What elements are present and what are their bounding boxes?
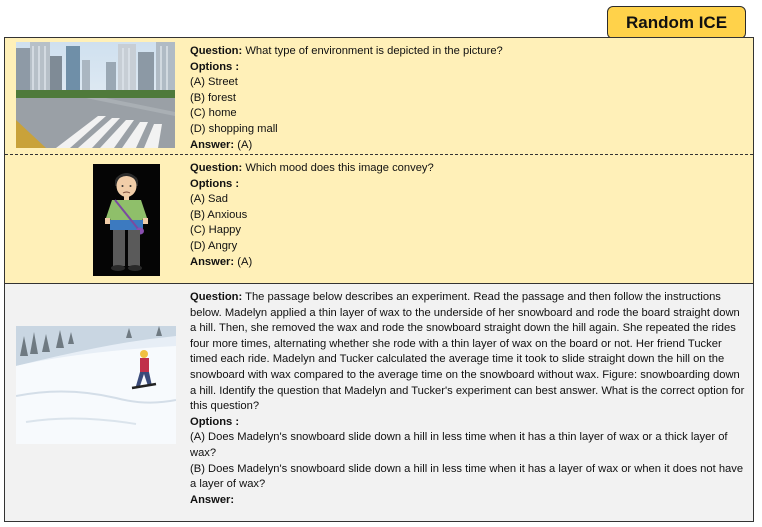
option-d: (D) Angry (190, 239, 238, 252)
option-c: (C) Happy (190, 224, 241, 237)
options-label: Options : (190, 415, 240, 428)
example-3-text (190, 290, 748, 508)
option-a: (A) Street (190, 76, 238, 89)
answer-value: (A) (237, 255, 253, 268)
example-2-text (190, 161, 434, 270)
option-a: (A) Sad (190, 193, 228, 206)
option-c: (C) home (190, 107, 237, 120)
question-line (190, 44, 503, 60)
example-2 (5, 155, 753, 284)
question-text: What type of environment is depicted in the picture? (245, 45, 503, 57)
example-1 (5, 38, 753, 155)
answer-value: (A) (237, 138, 253, 151)
question-text: Which mood does this image convey? (245, 162, 434, 174)
question-label: Question: (190, 162, 243, 174)
options-label: Options : (190, 60, 240, 73)
answer-line (190, 138, 503, 154)
examples-frame (4, 37, 754, 522)
answer-label: Answer: (190, 138, 235, 151)
city-street-image (16, 42, 175, 148)
answer-line (190, 255, 434, 271)
answer-label: Answer: (190, 493, 235, 506)
answer-line (190, 493, 748, 509)
option-b: (B) Does Madelyn's snowboard slide down a hill in less time when it has a layer of wax or when it does not have a layer of wax? (190, 462, 744, 491)
cartoon-boy-image (93, 164, 160, 276)
option-d: (D) shopping mall (190, 122, 278, 135)
question-label: Question: (190, 291, 243, 303)
question-text: The passage below describes an experiment. Read the passage and then follow the instructions below. Madelyn applied a thin layer of wax to the underside of her snowboard and rode the board straight down a hill. Then, she removed the wax and rode the snowboard straight down the hill again. She repeated the rides four more times, alternating whether she rode with a thin layer of wax on the board or not. Her friend Tucker timed each ride. Madelyn and Tucker calculated the average time it took to slide straight down the hill on the snowboard with wax compared to the average time on the snowboard without wax. Figure: snowboarding down a hill. Identify the question that Madelyn and Tucker's experiment can best answer. What is the correct option for this question? (190, 291, 745, 413)
option-b: (B) Anxious (190, 208, 248, 221)
question-line (190, 290, 748, 415)
question-line (190, 161, 434, 177)
option-b: (B) forest (190, 91, 237, 104)
option-a: (A) Does Madelyn's snowboard slide down a hill in less time when it has a thin layer of wax or a thick layer of wax? (190, 431, 728, 459)
question-label: Question: (190, 45, 243, 57)
example-1-text (190, 44, 503, 153)
example-3 (5, 284, 753, 521)
options-label: Options : (190, 177, 240, 190)
answer-label: Answer: (190, 255, 235, 268)
random-ice-badge: Random ICE (607, 6, 746, 39)
snowboarding-image (16, 326, 176, 444)
